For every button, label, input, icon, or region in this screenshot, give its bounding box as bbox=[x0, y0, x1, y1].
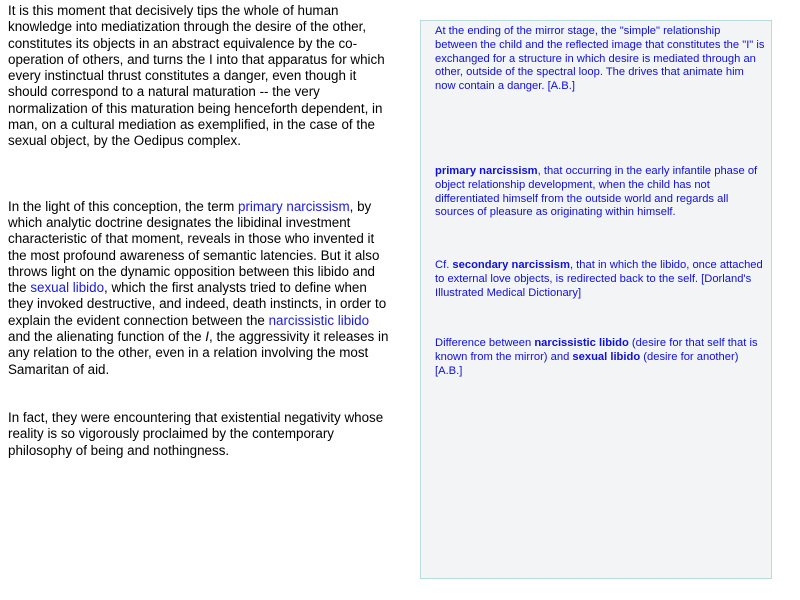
paragraph-2-text-5: , the aggressivity it releases in any relation to the other, even in a relation involving the most Samaritan of aid. bbox=[8, 329, 389, 377]
main-text-column bbox=[8, 3, 392, 459]
note-libido-difference bbox=[435, 337, 765, 378]
italic-i: I bbox=[205, 329, 210, 345]
note-primary-narcissism bbox=[435, 165, 765, 220]
annotation-panel bbox=[420, 20, 772, 579]
note-secondary-narcissism-text: , that in which the libido, once attached to external love objects, is redirected back to the self. [Dorland's Illustrated Medical Dictionary] bbox=[435, 259, 763, 299]
note-mirror-stage: At the ending of the mirror stage, the "simple" relationship between the child and the reflected image that constitutes the "I" is exchanged for a structure in which desire is mediated through an other, outside of the spectral loop. The drives that animate him now contain a danger. [A.B.] bbox=[435, 25, 765, 93]
note-term-primary-narcissism: primary narcissism bbox=[435, 165, 538, 177]
paragraph-2-text-2: , by which analytic doctrine designates the libidinal investment characteristic of that moment, reveals in those who invented it the most profound awareness of semantic latencies. But it also throws light on the dynamic opposition between this libido and the bbox=[8, 198, 380, 296]
sexual-libido-link[interactable]: sexual libido bbox=[30, 280, 105, 296]
narcissistic-libido-link[interactable]: narcissistic libido bbox=[268, 312, 370, 328]
paragraph-2-text-4: and the alienating function of the bbox=[8, 329, 206, 345]
note-secondary-narcissism bbox=[435, 259, 765, 300]
paragraph-2 bbox=[8, 199, 392, 378]
note-difference-prefix: Difference between bbox=[435, 337, 535, 349]
note-primary-narcissism-text: , that occurring in the early infantile phase of object relationship development, when the child has not differentiated himself from the outside world and regards all sources of pleasure as originating within himself. bbox=[435, 165, 758, 219]
note-secondary-prefix: Cf. bbox=[435, 259, 453, 271]
note-difference-suffix: (desire for another) [A.B.] bbox=[435, 350, 739, 377]
paragraph-2-text-1: In the light of this conception, the term bbox=[8, 198, 239, 214]
primary-narcissism-link[interactable]: primary narcissism bbox=[238, 198, 350, 214]
note-term-secondary-narcissism: secondary narcissism bbox=[452, 259, 570, 271]
note-difference-middle: (desire for that self that is known from the mirror) and bbox=[435, 337, 758, 363]
note-term-narcissistic-libido: narcissistic libido bbox=[534, 337, 629, 349]
paragraph-2-text-3: , which the first analysts tried to define when they invoked destructive, and indeed, death instincts, in order to explain the evident connection between the bbox=[8, 280, 387, 328]
paragraph-3: In fact, they were encountering that existential negativity whose reality is so vigorously proclaimed by the contemporary philosophy of being and nothingness. bbox=[8, 409, 384, 458]
note-term-sexual-libido: sexual libido bbox=[572, 350, 641, 363]
paragraph-1: It is this moment that decisively tips the whole of human knowledge into mediatization through the desire of the other, constitutes its objects in an abstract equivalence by the co-operation of others, and turns the I into that apparatus for which every instinctual thrust constitutes a danger, even though it should correspond to a natural maturation -- the very normalization of this maturation being henceforth dependent, in man, on a cultural mediation as exemplified, in the case of the sexual object, by the Oedipus complex. bbox=[8, 3, 385, 149]
